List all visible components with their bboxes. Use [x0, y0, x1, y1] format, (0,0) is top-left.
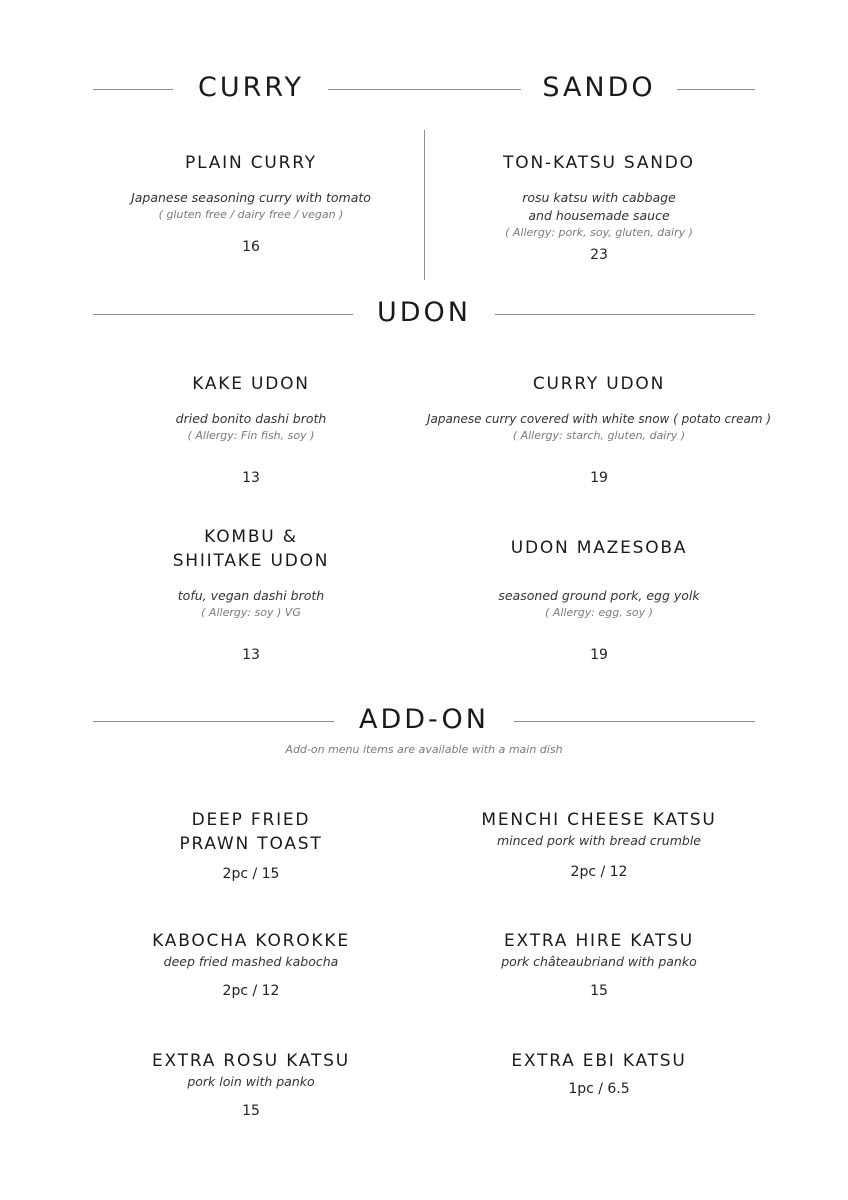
divider-line [93, 314, 353, 315]
divider-line [93, 721, 334, 722]
item-allergy: ( Allergy: Fin fish, soy ) [187, 429, 315, 442]
menu-item-kabocha-korokke [100, 929, 402, 1001]
divider-line [495, 314, 755, 315]
menu-item-ton-katsu-sando [446, 151, 752, 265]
item-price: 23 [590, 247, 608, 263]
item-price: 19 [590, 470, 608, 486]
item-price: 16 [242, 239, 260, 255]
divider-line [328, 89, 521, 90]
menu-item-menchi-cheese-katsu [446, 808, 752, 882]
menu-item-curry-udon [410, 372, 788, 488]
section-title-sando: SANDO [542, 72, 656, 103]
divider-line [93, 89, 173, 90]
item-price: 2pc / 15 [222, 866, 280, 882]
item-allergy: ( Allergy: soy ) VG [201, 606, 301, 619]
item-description: seasoned ground pork, egg yolk [498, 588, 700, 603]
item-name: EXTRA EBI KATSU [511, 1051, 687, 1071]
item-description: dried bonito dashi broth [175, 411, 327, 426]
menu-item-kake-udon [100, 372, 402, 488]
item-name: KOMBU & SHIITAKE UDON [172, 527, 330, 571]
item-description: tofu, vegan dashi broth [177, 588, 325, 603]
section-title-curry: CURRY [198, 72, 304, 103]
item-allergy: ( Allergy: egg, soy ) [545, 606, 653, 619]
item-allergy: ( Allergy: pork, soy, gluten, dairy ) [505, 226, 693, 239]
item-name: UDON MAZESOBA [510, 538, 688, 558]
item-description: minced pork with bread crumble [496, 833, 701, 848]
item-price: 15 [590, 983, 608, 999]
item-allergy: ( Allergy: starch, gluten, dairy ) [512, 429, 686, 442]
menu-item-deep-fried-prawn-toast [100, 808, 402, 884]
item-name: DEEP FRIED PRAWN TOAST [179, 810, 323, 854]
item-name: PLAIN CURRY [185, 153, 317, 173]
section-title-udon: UDON [376, 297, 471, 328]
item-price: 13 [242, 470, 260, 486]
item-allergy: ( gluten free / dairy free / vegan ) [158, 208, 344, 221]
item-name: CURRY UDON [532, 374, 666, 394]
item-description: Japanese curry covered with white snow ( potato cream ) [426, 412, 772, 426]
item-price: 19 [590, 647, 608, 663]
item-price: 13 [242, 647, 260, 663]
section-title-add-on: ADD-ON [359, 704, 489, 735]
menu-item-plain-curry [100, 151, 402, 257]
item-description: pork châteaubriand with panko [501, 954, 697, 969]
item-description: pork loin with panko [187, 1074, 315, 1089]
divider-line [677, 89, 755, 90]
item-price: 2pc / 12 [222, 983, 280, 999]
item-description: Japanese seasoning curry with tomato [131, 190, 371, 205]
item-description: rosu katsu with cabbage and housemade sauce [522, 190, 676, 223]
item-name: KAKE UDON [192, 374, 310, 394]
item-name: EXTRA HIRE KATSU [504, 931, 694, 951]
add-on-note: Add-on menu items are available with a main dish [285, 743, 563, 756]
item-price: 15 [242, 1103, 260, 1119]
column-divider [424, 130, 425, 280]
menu-item-extra-rosu-katsu [100, 1049, 402, 1121]
item-name: KABOCHA KOROKKE [152, 931, 350, 951]
menu-item-extra-ebi-katsu [446, 1049, 752, 1099]
item-description: deep fried mashed kabocha [163, 954, 339, 969]
menu-item-kombu-shiitake-udon [100, 525, 402, 665]
divider-line [514, 721, 755, 722]
item-name: MENCHI CHEESE KATSU [481, 810, 717, 830]
item-name: EXTRA ROSU KATSU [151, 1051, 351, 1071]
item-price: 2pc / 12 [570, 864, 628, 880]
menu-item-udon-mazesoba [446, 536, 752, 665]
item-name: TON-KATSU SANDO [503, 153, 695, 173]
item-price: 1pc / 6.5 [568, 1081, 630, 1097]
menu-item-extra-hire-katsu [446, 929, 752, 1001]
